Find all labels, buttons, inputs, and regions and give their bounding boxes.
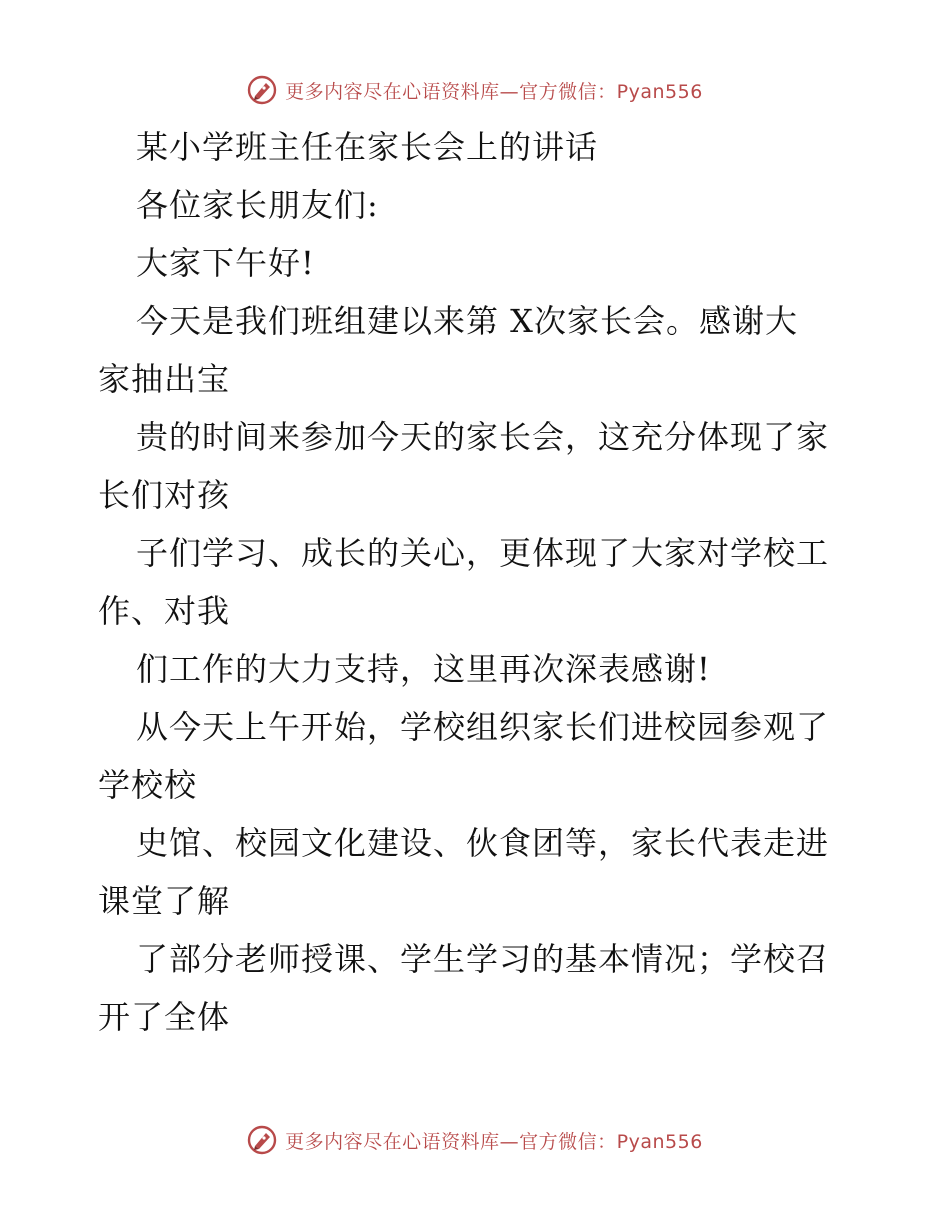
pen-logo-icon xyxy=(247,75,277,105)
document-title: 某小学班主任在家长会上的讲话 xyxy=(136,128,599,166)
paragraph-line: 们工作的大力支持，这里再次深表感谢! xyxy=(136,650,711,688)
watermark-text: 更多内容尽在心语资料库—官方微信：Pyan556 xyxy=(285,80,703,103)
paragraph-line: 开了全体 xyxy=(98,998,231,1036)
paragraph-line: 大家下午好! xyxy=(136,244,315,282)
paragraph-line: 作、对我 xyxy=(98,592,231,630)
paragraph-line: 各位家长朋友们: xyxy=(136,186,379,224)
paragraph-line: 子们学习、成长的关心，更体现了大家对学校工 xyxy=(136,534,830,572)
paragraph-line: 史馆、校园文化建设、伙食团等，家长代表走进 xyxy=(136,824,830,862)
footer-watermark xyxy=(0,1120,950,1160)
header-watermark xyxy=(0,70,950,110)
document-body xyxy=(98,118,858,1046)
paragraph-line: 今天是我们班组建以来第 X次家长会。感谢大 xyxy=(136,302,798,340)
paragraph-line: 学校校 xyxy=(98,766,198,804)
pen-logo-icon xyxy=(247,1125,277,1155)
paragraph-line: 贵的时间来参加今天的家长会，这充分体现了家 xyxy=(136,418,830,456)
paragraph-line: 长们对孩 xyxy=(98,476,231,514)
paragraph-line: 从今天上午开始，学校组织家长们进校园参观了 xyxy=(136,708,830,746)
paragraph-line: 课堂了解 xyxy=(98,882,231,920)
watermark-text: 更多内容尽在心语资料库—官方微信：Pyan556 xyxy=(285,1130,703,1153)
paragraph-line: 了部分老师授课、学生学习的基本情况；学校召 xyxy=(136,940,830,978)
paragraph-line: 家抽出宝 xyxy=(98,360,231,398)
